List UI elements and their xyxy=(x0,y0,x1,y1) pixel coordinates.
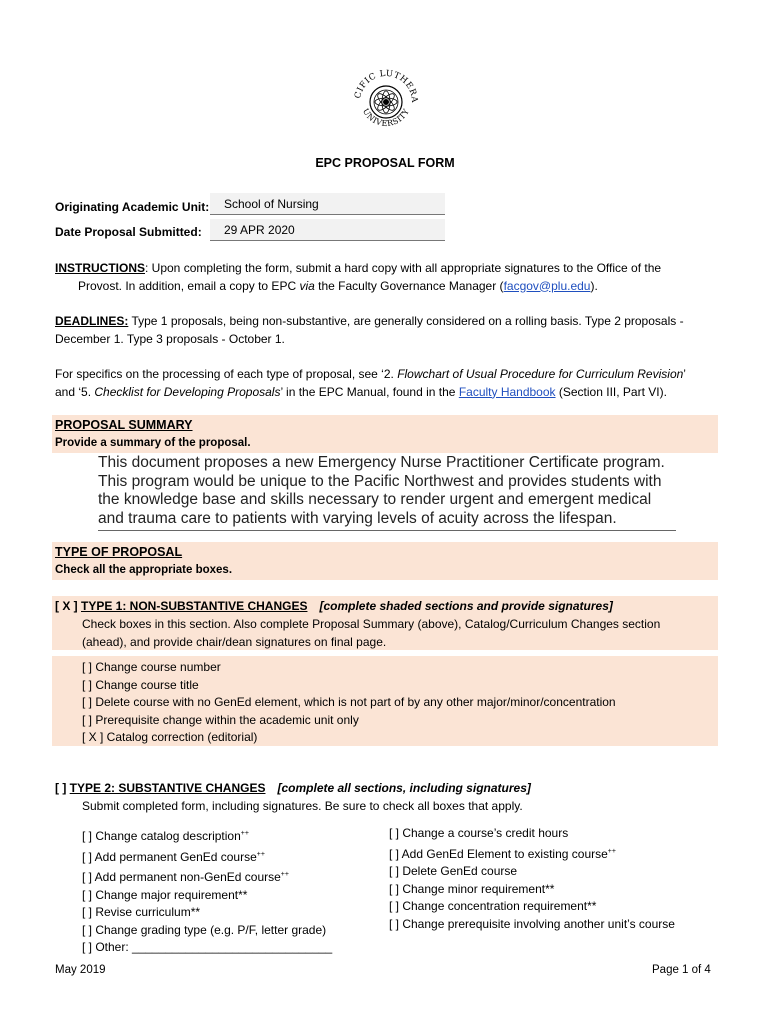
deadlines-heading: DEADLINES: xyxy=(55,314,129,328)
deadlines-text-2: December 1. Type 3 proposals - October 1. xyxy=(55,331,285,346)
seal-text-bottom: UNIVERSITY xyxy=(360,107,412,129)
date-field[interactable] xyxy=(210,219,445,241)
type1-option-course-title[interactable]: [ ] Change course title xyxy=(82,677,199,692)
type1-note: [complete shaded sections and provide signatures] xyxy=(319,599,613,613)
type2-option-revise-curriculum[interactable]: [ ] Revise curriculum** xyxy=(82,905,201,919)
unit-value: School of Nursing xyxy=(224,197,319,211)
unit-field[interactable] xyxy=(210,193,445,215)
type2-options-left xyxy=(82,825,332,957)
type2-options-right xyxy=(389,825,675,933)
type2-heading: TYPE 2: SUBSTANTIVE CHANGES xyxy=(69,781,266,795)
type2-note: [complete all sections, including signatures] xyxy=(277,781,531,795)
plu-university-seal-icon xyxy=(350,62,422,136)
type2-option-minor-requirement[interactable]: [ ] Change minor requirement** xyxy=(389,881,555,896)
footer-page-number: Page 1 of 4 xyxy=(652,964,711,976)
type2-option-other[interactable]: [ ] Other: ______________________________ xyxy=(82,940,333,954)
type-heading: TYPE OF PROPOSAL xyxy=(55,545,183,559)
deadlines-text-1: Type 1 proposals, being non-substantive, are generally considered on a rolling basis. Type 2 proposals - xyxy=(128,314,684,328)
instructions-text-4: ). xyxy=(590,278,598,293)
type1-description xyxy=(82,616,660,651)
instructions-text-2: Provost. In addition, email a copy to EPC xyxy=(78,278,300,293)
type2-option-concentration-requirement[interactable]: [ ] Change concentration requirement** xyxy=(389,899,597,913)
page-title: EPC PROPOSAL FORM xyxy=(315,156,455,170)
university-seal-logo xyxy=(350,62,422,136)
summary-sub: Provide a summary of the proposal. xyxy=(55,437,251,449)
type2-option-prerequisite-other-unit[interactable]: [ ] Change prerequisite involving another unit’s course xyxy=(389,916,675,931)
date-value: 29 APR 2020 xyxy=(224,223,295,237)
type2-title xyxy=(55,781,531,795)
type2-option-add-gened-course[interactable]: [ ] Add permanent GenEd course++ xyxy=(82,849,265,864)
type1-checkbox[interactable]: [ X ] xyxy=(55,599,81,613)
instructions-via: via xyxy=(299,278,315,293)
type1-option-delete-course[interactable]: [ ] Delete course with no GenEd element, which is not part of by any other major/minor/concentration xyxy=(82,695,616,709)
type1-desc-2: (ahead), and provide chair/dean signatures on final page. xyxy=(82,634,387,649)
type2-description: Submit completed form, including signatures. Be sure to check all boxes that apply. xyxy=(82,799,523,813)
type1-desc-1: Check boxes in this section. Also complete Proposal Summary (above), Catalog/Curriculum Changes section xyxy=(82,617,661,631)
specifics-text-3: and ‘5. xyxy=(55,384,95,399)
instructions-text-1: : Upon completing the form, submit a hard copy with all appropriate signatures to the Office of the xyxy=(145,261,662,275)
type2-option-catalog-description[interactable]: [ ] Change catalog description++ xyxy=(82,829,249,843)
checklist-reference: Checklist for Developing Proposals xyxy=(94,384,281,399)
type2-checkbox[interactable]: [ ] xyxy=(55,781,70,795)
instructions-text-3: the Faculty Governance Manager ( xyxy=(314,278,504,293)
type1-title xyxy=(55,599,613,613)
instructions-heading: INSTRUCTIONS xyxy=(55,261,145,275)
type1-options xyxy=(82,659,616,747)
type2-option-grading-type[interactable]: [ ] Change grading type (e.g. P/F, letter grade) xyxy=(82,922,327,937)
type-sub: Check all the appropriate boxes. xyxy=(55,564,233,576)
instructions xyxy=(55,260,720,295)
type2-option-delete-gened-course[interactable]: [ ] Delete GenEd course xyxy=(389,864,518,878)
specifics-text-5: (Section III, Part VI). xyxy=(555,384,667,399)
specifics xyxy=(55,366,720,401)
flowchart-reference: Flowchart of Usual Procedure for Curriculum Revision xyxy=(397,367,684,381)
type2-option-add-non-gened-course[interactable]: [ ] Add permanent non-GenEd course++ xyxy=(82,870,289,884)
faculty-handbook-link[interactable]: Faculty Handbook xyxy=(458,384,556,399)
seal-text-top: CIFIC LUTHERA xyxy=(353,68,420,104)
summary-text[interactable]: This document proposes a new Emergency Nurse Practitioner Certificate program. This program would be unique to the Pacific Northwest and provides students with the knowledge base and skills necessary to render urgent and emergent medical and trauma care to patients with varying levels of acuity across the lifespan. xyxy=(98,454,676,531)
type1-option-prerequisite[interactable]: [ ] Prerequisite change within the academic unit only xyxy=(82,712,359,727)
date-label: Date Proposal Submitted: xyxy=(55,225,202,239)
type2-option-add-gened-element[interactable]: [ ] Add GenEd Element to existing course++ xyxy=(389,846,616,861)
specifics-text-4: ’ in the EPC Manual, found in the xyxy=(280,384,459,399)
type1-option-catalog-correction[interactable]: [ X ] Catalog correction (editorial) xyxy=(82,730,258,744)
deadlines xyxy=(55,313,720,348)
type2-option-major-requirement[interactable]: [ ] Change major requirement** xyxy=(82,887,248,902)
type1-option-course-number[interactable]: [ ] Change course number xyxy=(82,660,221,674)
type1-heading: TYPE 1: NON-SUBSTANTIVE CHANGES xyxy=(81,599,308,613)
summary-heading: PROPOSAL SUMMARY xyxy=(55,418,193,432)
specifics-text-2: ’ xyxy=(683,367,686,381)
facgov-email-link[interactable]: facgov@plu.edu xyxy=(503,278,591,293)
unit-label: Originating Academic Unit: xyxy=(55,200,210,214)
type2-option-credit-hours[interactable]: [ ] Change a course’s credit hours xyxy=(389,826,569,840)
specifics-text-1: For specifics on the processing of each type of proposal, see ‘2. xyxy=(55,367,398,381)
footer-date: May 2019 xyxy=(55,964,106,976)
